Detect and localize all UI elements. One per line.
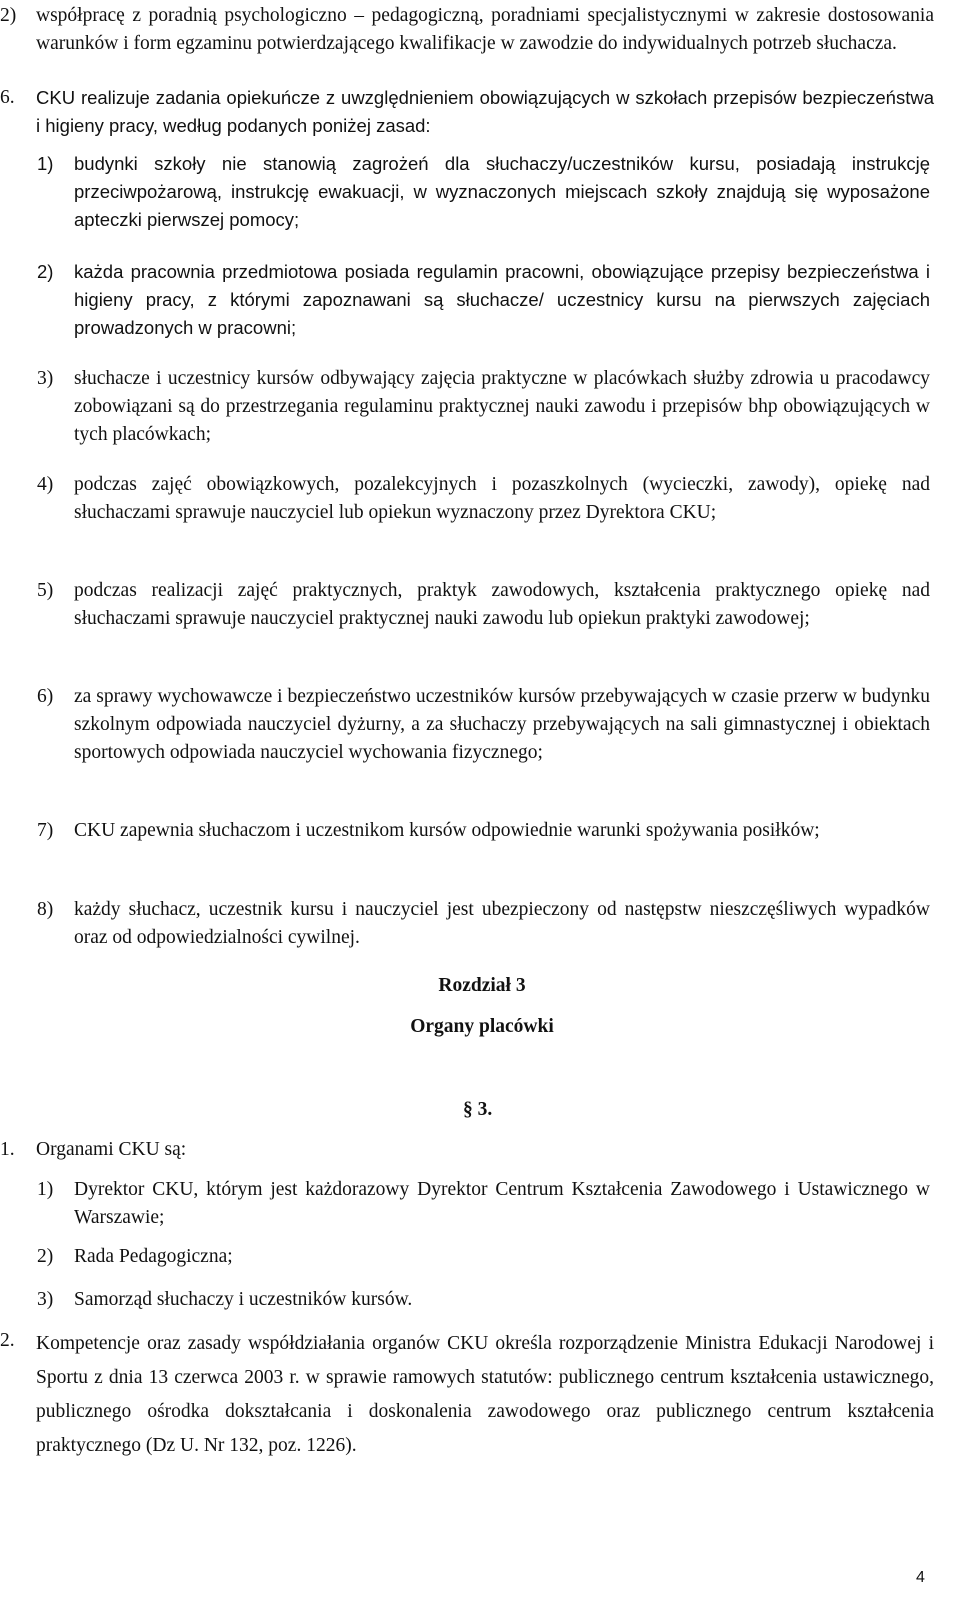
list-number: 5) <box>37 580 54 601</box>
list-number: 7) <box>37 820 54 841</box>
list-item-text: podczas realizacji zajęć praktycznych, praktyk zawodowych, kształcenia praktycznego opiekę nad słuchaczami sprawuje nauczyciel praktycznej nauki zawodu lub opiekun praktyki zawodowej; <box>74 580 930 629</box>
list-item-text: Samorząd słuchaczy i uczestników kursów. <box>74 1289 413 1310</box>
chapter-title: Rozdział 3 <box>438 975 526 996</box>
list-item-text: każdy słuchacz, uczestnik kursu i nauczyciel jest ubezpieczony od następstw nieszczęśliwych wypadków oraz od odpowiedzialności cywilnej. <box>74 899 930 948</box>
list-number: 8) <box>37 899 54 920</box>
page-number: 4 <box>916 1569 925 1586</box>
section-text: Kompetencje oraz zasady współdziałania organów CKU określa rozporządzenie Ministra Edukacji Narodowej i Sportu z dnia 13 czerwca 2003 r. w sprawie ramowych statutów: publicznego centrum kształcenia ustawicznego, publicznego ośrodka dokształcania i doskonalenia zawodowego oraz publicznego centrum kształcenia praktycznego (Dz U. Nr 132, poz. 1226). <box>36 1333 934 1456</box>
list-number: 1) <box>37 153 54 174</box>
section-number: 6. <box>0 87 15 108</box>
list-number: 2) <box>0 5 17 26</box>
list-item-text: współpracę z poradnią psychologiczno – pedagogiczną, poradniami specjalistycznymi w zakresie dostosowania warunków i form egzaminu potwierdzającego kwalifikacje w zawodzie do indywidualnych potrzeb słuchacza. <box>36 5 934 54</box>
list-number: 2) <box>37 261 54 282</box>
list-item-text: podczas zajęć obowiązkowych, pozalekcyjnych i pozaszkolnych (wycieczki, zawody), opiekę nad słuchaczami sprawuje nauczyciel lub opiekun wyznaczony przez Dyrektora CKU; <box>74 474 930 523</box>
list-item-text: słuchacze i uczestnicy kursów odbywający zajęcia praktyczne w placówkach służby zdrowia u pracodawcy zobowiązani są do przestrzegania regulaminu praktycznej nauki zawodu i przepisów bhp obowiązujących w tych placówkach; <box>74 368 930 445</box>
section-number: 2. <box>0 1330 15 1351</box>
list-item-text: każda pracownia przedmiotowa posiada regulamin pracowni, obowiązujące przepisy bezpieczeństwa i higieny pracy, z którymi zapoznawani są słuchacze/ uczestnicy kursu na pierwszych zajęciach prowadzonych w pracowni; <box>74 261 930 338</box>
paragraph-symbol: § 3. <box>463 1099 493 1120</box>
list-item-text: Dyrektor CKU, którym jest każdorazowy Dyrektor Centrum Kształcenia Zawodowego i Ustawicznego w Warszawie; <box>74 1179 930 1228</box>
list-number: 3) <box>37 368 54 389</box>
section-text: CKU realizuje zadania opiekuńcze z uwzględnieniem obowiązujących w szkołach przepisów bezpieczeństwa i higieny pracy, według podanych poniżej zasad: <box>36 87 934 136</box>
list-item-text: Rada Pedagogiczna; <box>74 1246 233 1267</box>
section-text: Organami CKU są: <box>36 1139 187 1160</box>
list-item-text: CKU zapewnia słuchaczom i uczestnikom kursów odpowiednie warunki spożywania posiłków; <box>74 820 820 841</box>
list-number: 3) <box>37 1289 54 1310</box>
list-item-text: budynki szkoły nie stanowią zagrożeń dla słuchaczy/uczestników kursu, posiadają instrukcję przeciwpożarową, instrukcję ewakuacji, w wyznaczonych miejscach szkoły znajdują się wyposażone apteczki pierwszej pomocy; <box>74 153 930 230</box>
list-number: 4) <box>37 474 54 495</box>
list-number: 6) <box>37 686 54 707</box>
section-number: 1. <box>0 1139 15 1160</box>
list-number: 1) <box>37 1179 54 1200</box>
chapter-subtitle: Organy placówki <box>410 1016 554 1037</box>
list-item-text: za sprawy wychowawcze i bezpieczeństwo uczestników kursów przebywających w czasie przerw w budynku szkolnym odpowiada nauczyciel dyżurny, a za słuchaczy przebywających na sali gimnastycznej i obiektach sportowych odpowiada nauczyciel wychowania fizycznego; <box>74 686 930 763</box>
list-number: 2) <box>37 1246 54 1267</box>
